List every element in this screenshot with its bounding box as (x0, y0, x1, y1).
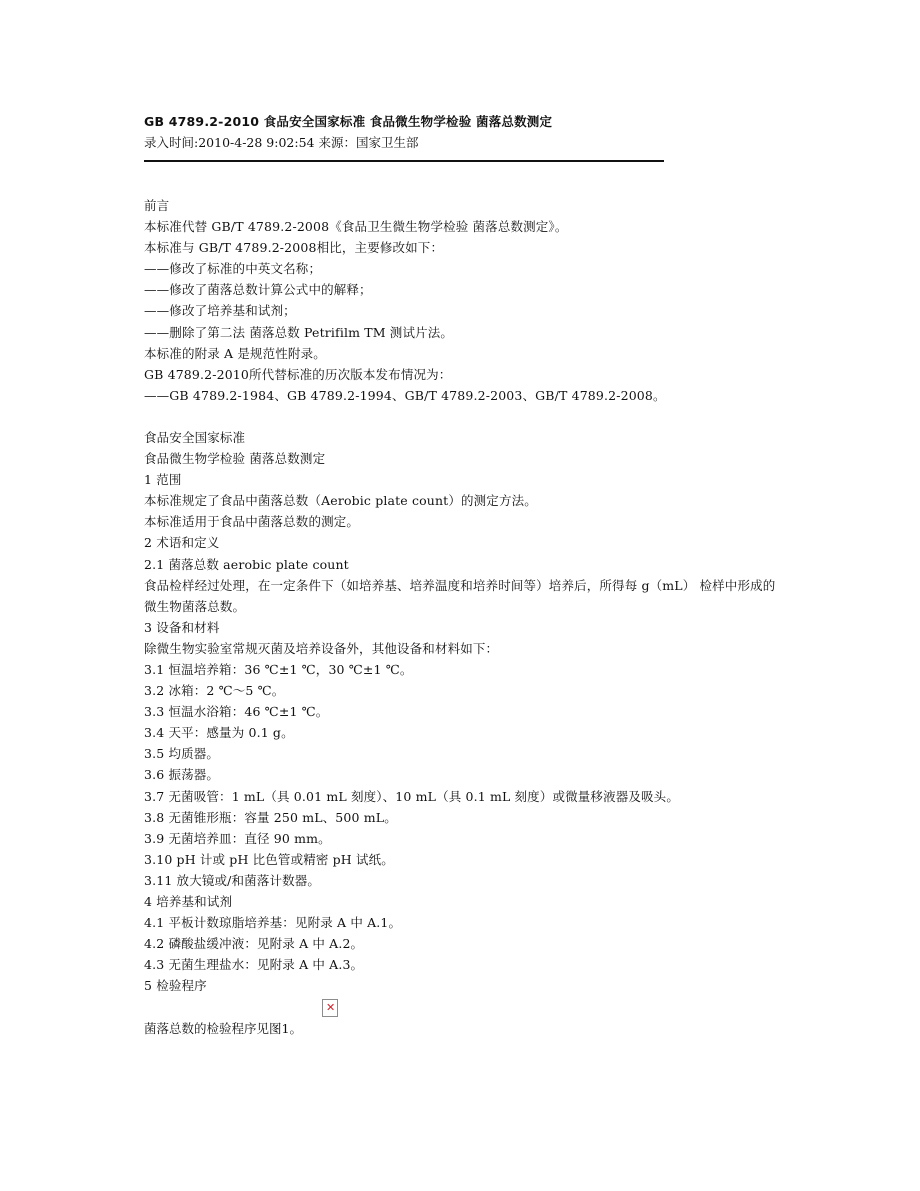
equipment-item: 3.7 无菌吸管：1 mL（具 0.01 mL 刻度）、10 mL（具 0.1 mL 刻度）或微量移液器及吸头。 (144, 788, 679, 804)
reagent-item: 4.1 平板计数琼脂培养基：见附录 A 中 A.1。 (144, 915, 402, 931)
foreword-line: 本标准的附录 A 是规范性附录。 (144, 345, 326, 361)
foreword-line: ——GB 4789.2-1984、GB 4789.2-1994、GB/T 4789.2-2003、GB/T 4789.2-2008。 (144, 387, 666, 403)
section-heading: 3 设备和材料 (144, 619, 220, 635)
definition-paragraph: 食品检样经过处理，在一定条件下（如培养基、培养温度和培养时间等）培养后，所得每 g（mL） 检样中形成的微生物菌落总数。 (144, 577, 776, 614)
document-meta: 录入时间:2010-4-28 9:02:54 来源：国家卫生部 (144, 135, 419, 150)
equipment-item: 3.11 放大镜或/和菌落计数器。 (144, 872, 321, 888)
foreword-line: ——修改了菌落总数计算公式中的解释； (144, 282, 372, 298)
equipment-item: 3.6 振荡器。 (144, 767, 220, 783)
equipment-item: 3.1 恒温培养箱：36 ℃±1 ℃，30 ℃±1 ℃。 (144, 661, 413, 677)
foreword-line: ——修改了标准的中英文名称； (144, 261, 322, 277)
red-x-icon: ✕ (326, 1001, 336, 1015)
foreword-line: ——修改了培养基和试剂； (144, 303, 296, 319)
equipment-item: 3.8 无菌锥形瓶：容量 250 mL、500 mL。 (144, 809, 397, 825)
document-title: GB 4789.2-2010 食品安全国家标准 食品微生物学检验 菌落总数测定 (144, 114, 553, 129)
equipment-item: 3.4 天平：感量为 0.1 g。 (144, 725, 294, 741)
equipment-item: 3.5 均质器。 (144, 746, 220, 762)
figure-reference (144, 999, 794, 1039)
spacer (144, 162, 794, 195)
body-line: 2.1 菌落总数 aerobic plate count (144, 556, 349, 572)
foreword-line: GB 4789.2-2010所代替标准的历次版本发布情况为： (144, 366, 452, 382)
equipment-item: 3.2 冰箱：2 ℃～5 ℃。 (144, 683, 285, 699)
body-line: 本标准规定了食品中菌落总数（Aerobic plate count）的测定方法。 (144, 493, 537, 509)
section-heading: 1 范围 (144, 472, 182, 488)
foreword-line: ——删除了第二法 菌落总数 Petrifilm TM 测试片法。 (144, 324, 454, 340)
section-heading: 2 术语和定义 (144, 535, 220, 551)
body-line: 本标准适用于食品中菌落总数的测定。 (144, 514, 360, 530)
foreword-line: 本标准与 GB/T 4789.2-2008相比，主要修改如下： (144, 240, 444, 256)
equipment-item: 3.3 恒温水浴箱：46 ℃±1 ℃。 (144, 704, 329, 720)
foreword-line: 本标准代替 GB/T 4789.2-2008《食品卫生微生物学检验 菌落总数测定》。 (144, 219, 568, 235)
body-line: 除微生物实验室常规灭菌及培养设备外，其他设备和材料如下： (144, 640, 499, 656)
equipment-item: 3.10 pH 计或 pH 比色管或精密 pH 试纸。 (144, 851, 394, 867)
reagent-item: 4.3 无菌生理盐水：见附录 A 中 A.3。 (144, 957, 364, 973)
standard-heading: 食品安全国家标准 (144, 429, 246, 445)
document-page (144, 111, 794, 1039)
reagent-item: 4.2 磷酸盐缓冲液：见附录 A 中 A.2。 (144, 936, 364, 952)
broken-image-icon[interactable] (322, 999, 338, 1017)
section-heading: 5 检验程序 (144, 978, 207, 994)
section-heading: 4 培养基和试剂 (144, 894, 233, 909)
foreword-heading: 前言 (144, 198, 170, 213)
figure-caption: 菌落总数的检验程序见图1。 (144, 1021, 302, 1037)
equipment-item: 3.9 无菌培养皿：直径 90 mm。 (144, 830, 331, 846)
foreword-section (144, 195, 794, 406)
standard-body (144, 427, 794, 997)
standard-subheading: 食品微生物学检验 菌落总数测定 (144, 451, 326, 467)
spacer (144, 406, 794, 427)
